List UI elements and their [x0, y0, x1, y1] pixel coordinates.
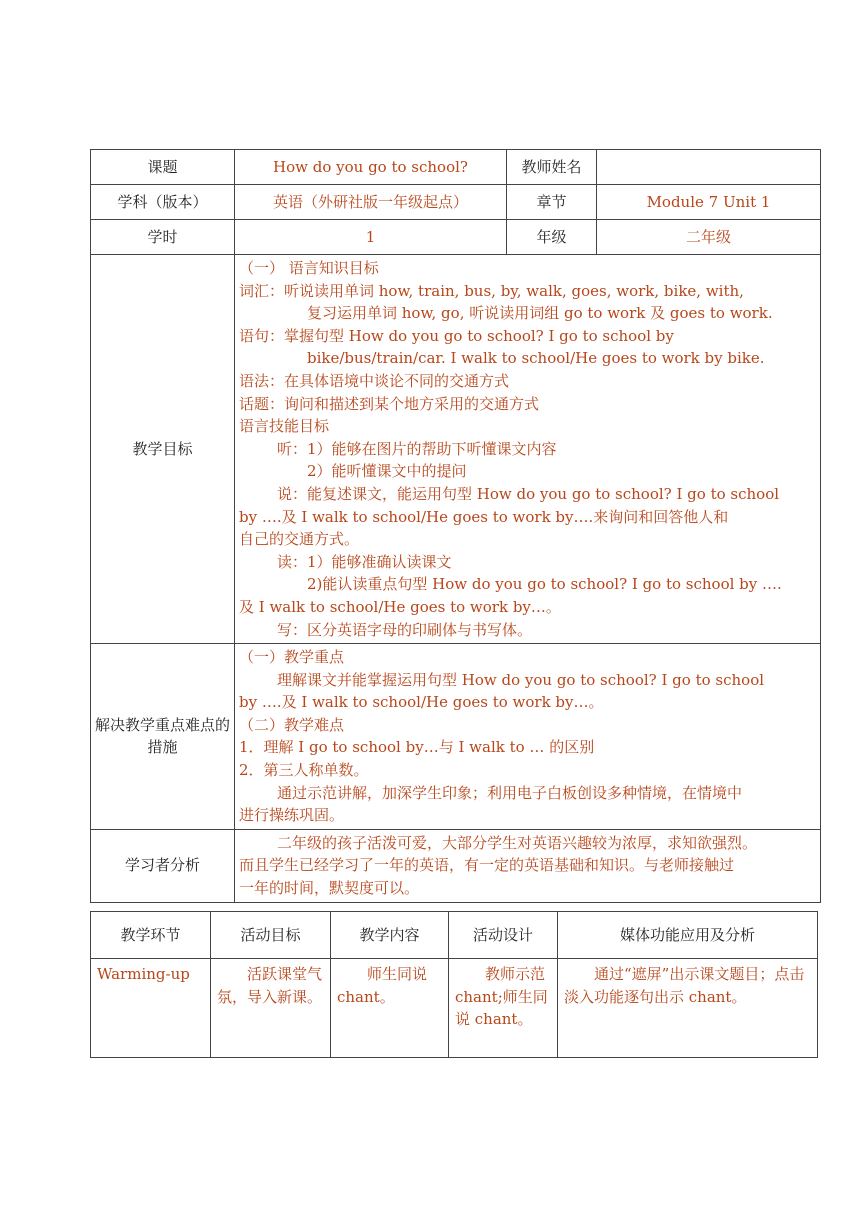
- goal-cell: 活跃课堂气氛，导入新课。: [211, 959, 331, 1058]
- chapter-value: Module 7 Unit 1: [597, 185, 821, 220]
- table-row: [91, 220, 821, 255]
- learners-line: 一年的时间，默契度可以。: [239, 879, 420, 898]
- table-row: [91, 150, 821, 185]
- objectives-line: 语法：在具体语境中谈论不同的交通方式: [239, 371, 510, 390]
- teacher-name-label: 教师姓名: [507, 150, 597, 185]
- objectives-line: 词汇：听说读用单词 how, train, bus, by, walk, goes, work, bike, with,: [239, 281, 744, 300]
- learners-label: 学习者分析: [91, 829, 235, 902]
- measures-line: 理解课文并能掌握运用句型 How do you go to school? I go to school: [277, 670, 765, 689]
- measures-line: （一）教学重点: [239, 648, 345, 667]
- topic-value: How do you go to school?: [235, 150, 507, 185]
- column-header: 活动目标: [211, 912, 331, 959]
- lesson-info-table: [90, 149, 821, 903]
- objectives-line: 2)能认读重点句型 How do you go to school? I go to school by ….: [307, 575, 782, 594]
- measures-line: 进行操练巩固。: [239, 806, 345, 825]
- column-header: 媒体功能应用及分析: [558, 912, 818, 959]
- objectives-line: 话题：询问和描述到某个地方采用的交通方式: [239, 394, 540, 413]
- content-cell: 师生同说 chant。: [331, 959, 449, 1058]
- stage-cell: Warming-up: [91, 959, 211, 1058]
- objectives-line: 自己的交通方式。: [239, 530, 360, 549]
- objectives-line: bike/bus/train/car. I walk to school/He goes to work by bike.: [307, 349, 765, 368]
- subject-label: 学科（版本）: [91, 185, 235, 220]
- objectives-line: 复习运用单词 how, go, 听说读用词组 go to work 及 goes to work.: [307, 304, 773, 323]
- grade-value: 二年级: [597, 220, 821, 255]
- learners-line: 而且学生已经学习了一年的英语，有一定的英语基础和知识。与老师接触过: [239, 856, 735, 875]
- column-header: 教学环节: [91, 912, 211, 959]
- learners-line: 二年级的孩子活泼可爱，大部分学生对英语兴趣较为浓厚，求知欲强烈。: [277, 833, 758, 852]
- table-row: [91, 829, 821, 902]
- objectives-content: [235, 255, 821, 644]
- table-header-row: [91, 912, 818, 959]
- chapter-label: 章节: [507, 185, 597, 220]
- subject-value: 英语（外研社版一年级起点）: [235, 185, 507, 220]
- objectives-line: 听：1）能够在图片的帮助下听懂课文内容: [277, 439, 557, 458]
- objectives-line: （一） 语言知识目标: [239, 259, 379, 277]
- hours-label: 学时: [91, 220, 235, 255]
- objectives-line: 语言技能目标: [239, 417, 330, 436]
- objectives-line: 写：区分英语字母的印刷体与书写体。: [277, 620, 533, 639]
- column-header: 活动设计: [449, 912, 558, 959]
- table-row: [91, 185, 821, 220]
- objectives-line: 说：能复述课文，能运用句型 How do you go to school? I go to school: [277, 484, 780, 503]
- teacher-name-value: [597, 150, 821, 185]
- column-header: 教学内容: [331, 912, 449, 959]
- measures-content: [235, 644, 821, 830]
- objectives-line: by ….及 I walk to school/He goes to work by….来询问和回答他人和: [239, 507, 729, 526]
- grade-label: 年级: [507, 220, 597, 255]
- activity-table: [90, 911, 818, 1058]
- media-cell: 通过“遮屏”出示课文题目；点击淡入功能逐句出示 chant。: [558, 959, 818, 1058]
- objectives-label: 教学目标: [91, 255, 235, 644]
- design-cell: 教师示范 chant;师生同说 chant。: [449, 959, 558, 1058]
- measures-line: 1．理解 I go to school by…与 I walk to … 的区别: [239, 738, 595, 757]
- measures-label: 解决教学重点难点的措施: [91, 644, 235, 830]
- measures-line: 2．第三人称单数。: [239, 761, 369, 780]
- measures-line: （二）教学难点: [239, 715, 345, 734]
- table-row: [91, 255, 821, 644]
- objectives-line: 2）能听懂课文中的提问: [307, 462, 467, 481]
- learners-content: [235, 829, 821, 902]
- measures-line: 通过示范讲解，加深学生印象；利用电子白板创设多种情境，在情境中: [277, 783, 743, 802]
- table-row: [91, 959, 818, 1058]
- objectives-line: 语句：掌握句型 How do you go to school? I go to school by: [239, 326, 674, 345]
- objectives-line: 读：1）能够准确认读课文: [277, 552, 452, 571]
- measures-line: by ….及 I walk to school/He goes to work by…。: [239, 693, 604, 712]
- objectives-line: 及 I walk to school/He goes to work by…。: [239, 597, 561, 616]
- hours-value: 1: [235, 220, 507, 255]
- table-row: [91, 644, 821, 830]
- topic-label: 课题: [91, 150, 235, 185]
